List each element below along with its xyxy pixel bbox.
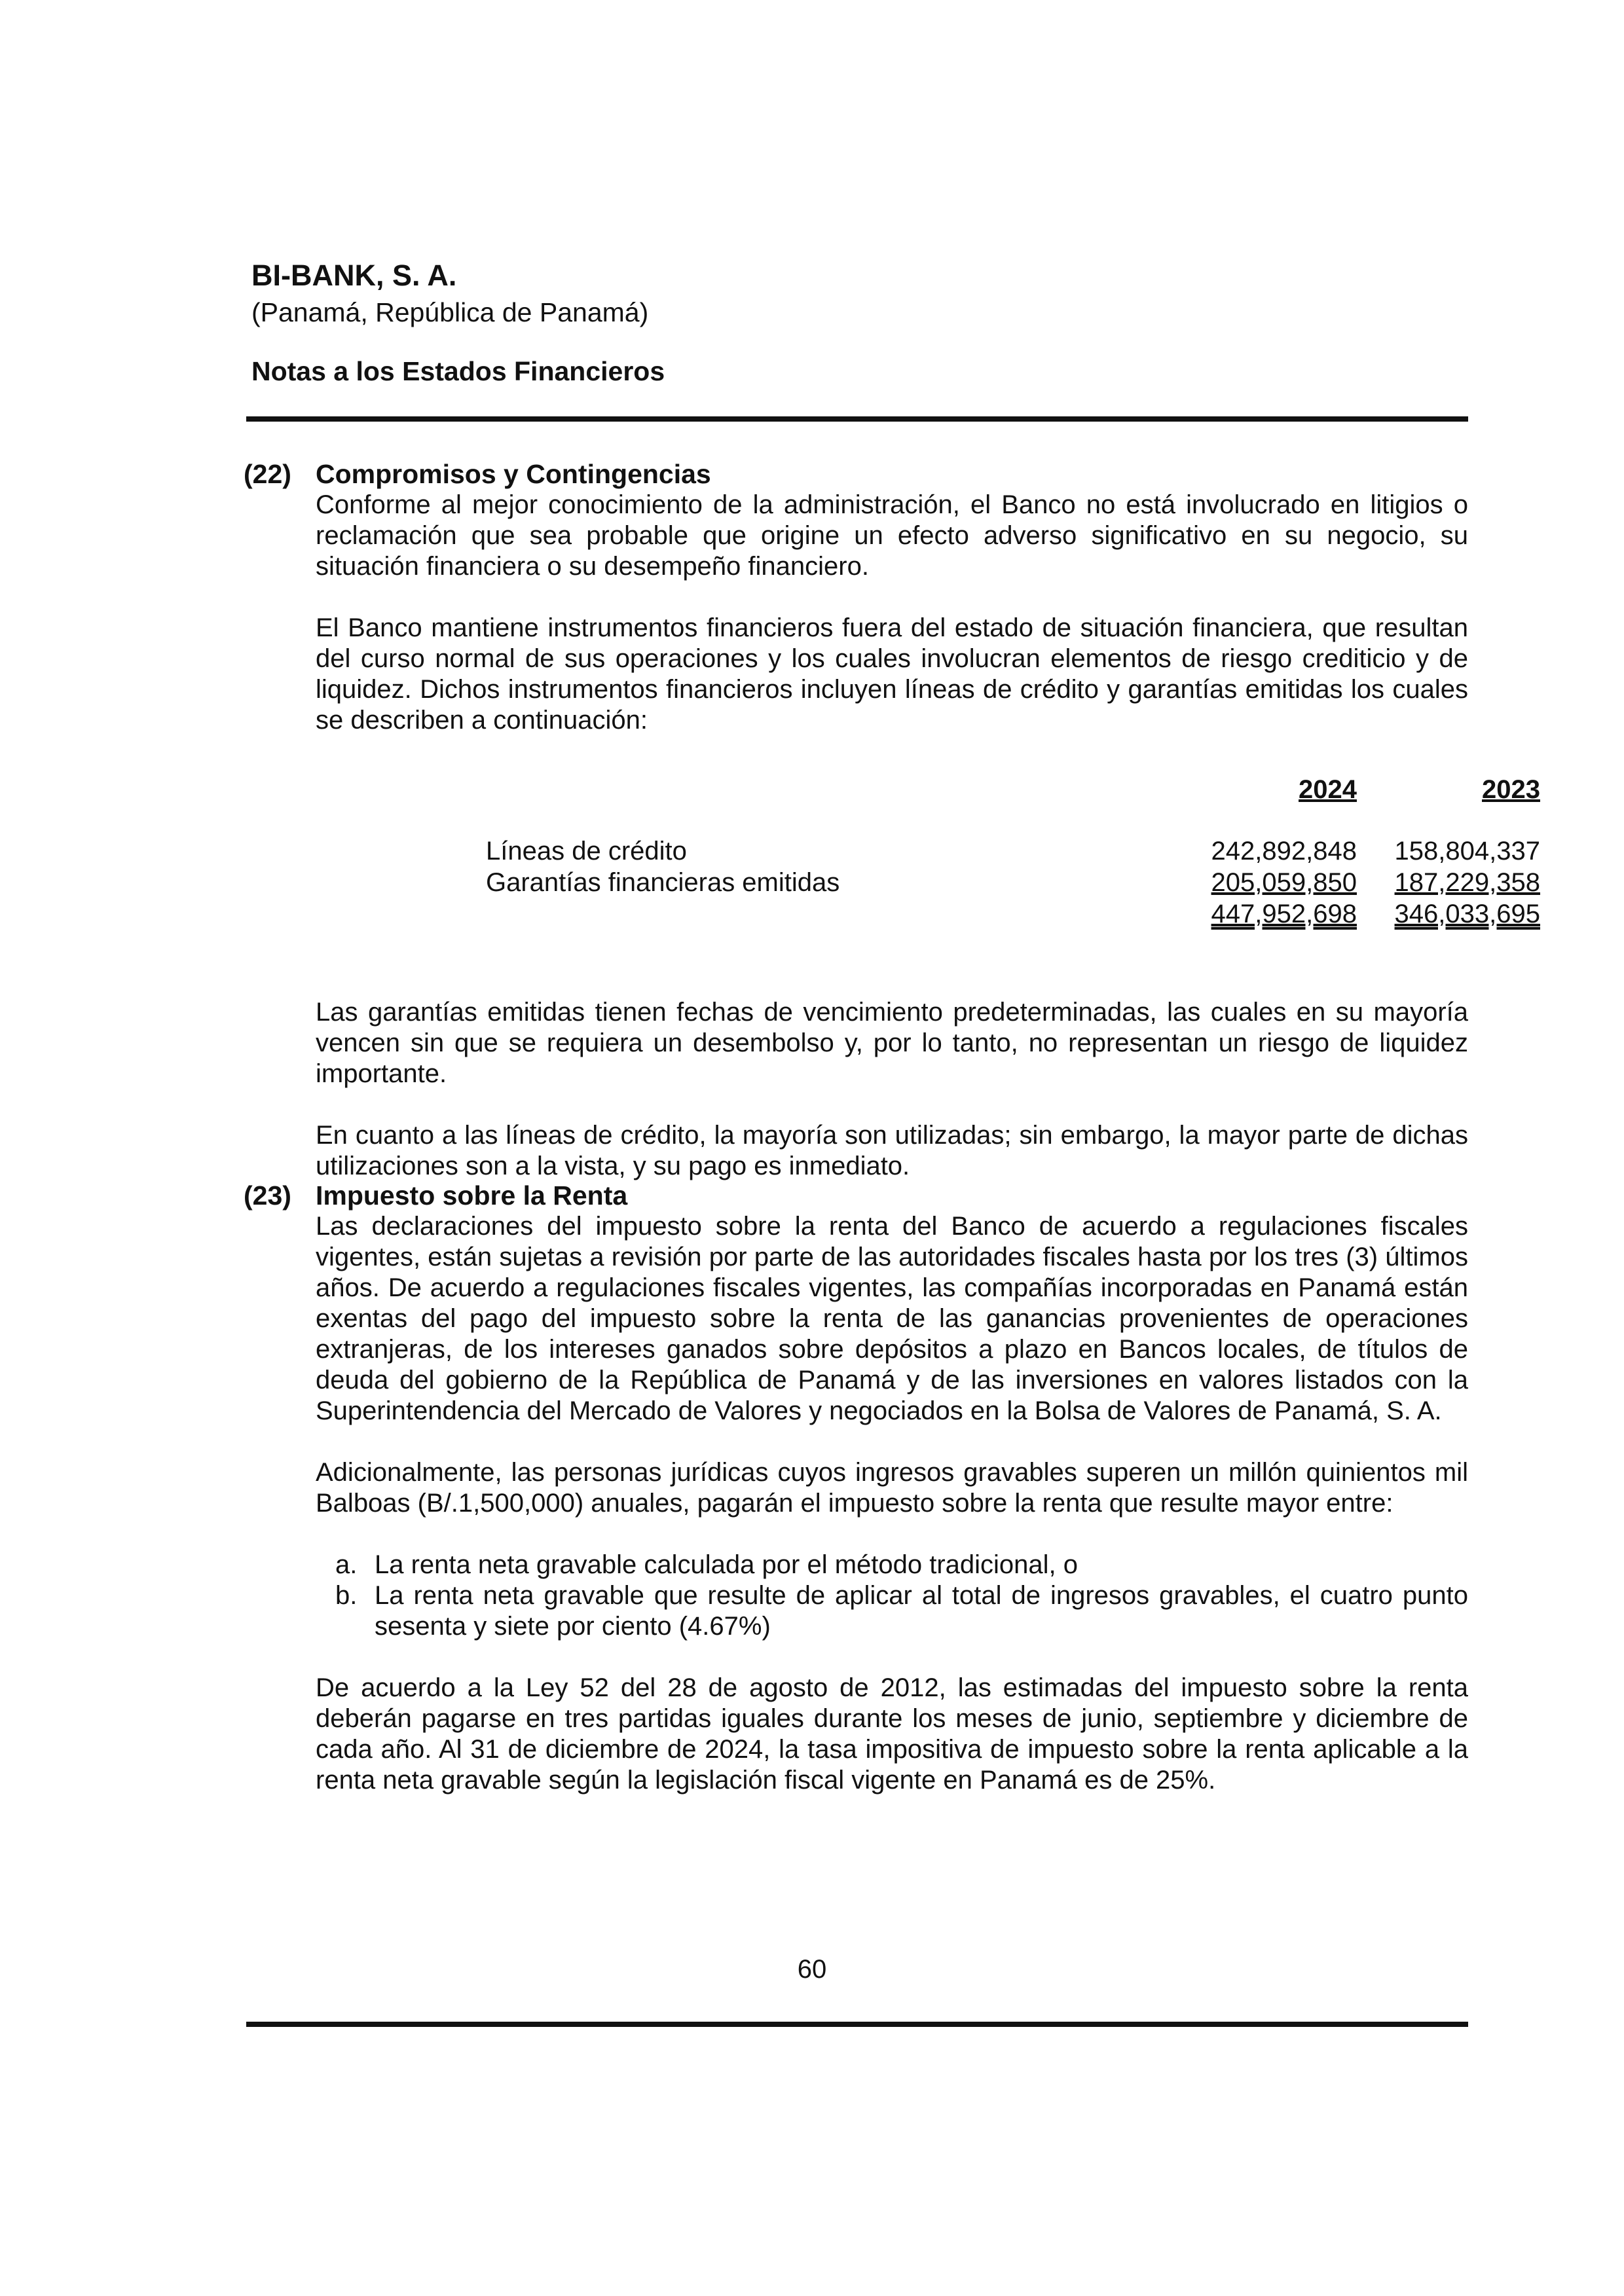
note-23-heading <box>244 1180 1468 1211</box>
note-23-paragraph-1: Las declaraciones del impuesto sobre la renta del Banco de acuerdo a regulaciones fiscales vigentes, están sujetas a revisión por parte de las autoridades fiscales hasta por los tres (3) últimos años. De acuerdo a regulaciones fiscales vigentes, las compañías incorporadas en Panamá están exentas del pago del impuesto sobre la renta de las ganancias provenientes de operaciones extranjeras, de los intereses ganados sobre depósitos a plazo en Bancos locales, de títulos de deuda del gobierno de la República de Panamá y de las inversiones en valores listados con la Superintendencia del Mercado de Valores y negociados en la Bolsa de Valores de Panamá, S. A. <box>316 1212 1468 1425</box>
list-marker: b. <box>335 1581 358 1610</box>
note-22-body <box>316 490 1540 1182</box>
note-22-paragraph-4: En cuanto a las líneas de crédito, la mayoría son utilizadas; sin embargo, la mayor parte de dichas utilizaciones son a la vista, y su pago es inmediato. <box>316 1121 1468 1180</box>
value-garantias-2023: 187,229,358 <box>1394 868 1540 897</box>
note-22-paragraph-1: Conforme al mejor conocimiento de la administración, el Banco no está involucrado en litigios o reclamación que sea probable que origine un efecto adverso significativo en su negocio, su situación financiera o su desempeño financiero. <box>316 490 1468 581</box>
row-label-lineas-credito: Líneas de crédito <box>486 837 687 866</box>
value-garantias-2024: 205,059,850 <box>1211 868 1357 897</box>
year-header-2023: 2023 <box>1482 775 1540 804</box>
list-text: La renta neta gravable que resulte de aplicar al total de ingresos gravables, el cuatro punto sesenta y siete por ciento (4.67%) <box>375 1581 1468 1641</box>
year-header-2024: 2024 <box>1299 775 1357 804</box>
company-name: BI-BANK, S. A. <box>251 259 457 292</box>
note-23 <box>244 1180 1468 1796</box>
row-label-garantias: Garantías financieras emitidas <box>486 868 840 897</box>
company-country: (Panamá, República de Panamá) <box>251 297 649 327</box>
list-item <box>316 1580 1468 1642</box>
commitments-table <box>316 767 1540 966</box>
note-22-title: Compromisos y Contingencias <box>316 459 711 489</box>
tax-options-list <box>316 1550 1468 1642</box>
footer-divider <box>246 2022 1468 2027</box>
note-23-body <box>316 1211 1468 1796</box>
total-2024: 447,952,698 <box>1211 900 1357 928</box>
note-23-number: (23) <box>244 1180 291 1211</box>
list-item <box>316 1550 1468 1580</box>
note-23-paragraph-3: De acuerdo a la Ley 52 del 28 de agosto de 2012, las estimadas del impuesto sobre la renta deberán pagarse en tres partidas iguales durante los meses de junio, septiembre y diciembre de cada año. Al 31 de diciembre de 2024, la tasa impositiva de impuesto sobre la renta aplicable a la renta neta gravable según la legislación fiscal vigente en Panamá es de 25%. <box>316 1673 1468 1795</box>
note-23-paragraph-2: Adicionalmente, las personas jurídicas cuyos ingresos gravables superen un millón quinientos mil Balboas (B/.1,500,000) anuales, pagarán el impuesto sobre la renta que resulte mayor entre: <box>316 1458 1468 1518</box>
value-lineas-2023: 158,804,337 <box>1394 837 1540 866</box>
list-text: La renta neta gravable calculada por el método tradicional, o <box>375 1550 1079 1579</box>
note-23-title: Impuesto sobre la Renta <box>316 1180 628 1211</box>
document-title: Notas a los Estados Financieros <box>251 356 665 386</box>
value-lineas-2024: 242,892,848 <box>1211 837 1357 866</box>
list-marker: a. <box>335 1550 358 1579</box>
page-number: 60 <box>797 1955 827 1984</box>
note-22 <box>244 458 1540 1182</box>
note-22-paragraph-2: El Banco mantiene instrumentos financieros fuera del estado de situación financiera, que resultan del curso normal de sus operaciones y los cuales involucran elementos de riesgo crediticio y de liquidez. Dichos instrumentos financieros incluyen líneas de crédito y garantías emitidas los cuales se describen a continuación: <box>316 613 1468 735</box>
total-2023: 346,033,695 <box>1394 900 1540 928</box>
note-22-number: (22) <box>244 459 291 489</box>
note-22-heading <box>244 458 1468 490</box>
note-22-paragraph-3: Las garantías emitidas tienen fechas de vencimiento predeterminadas, las cuales en su mayoría vencen sin que se requiera un desembolso y, por lo tanto, no representan un riesgo de liquidez importante. <box>316 998 1468 1088</box>
header-divider <box>246 416 1468 422</box>
